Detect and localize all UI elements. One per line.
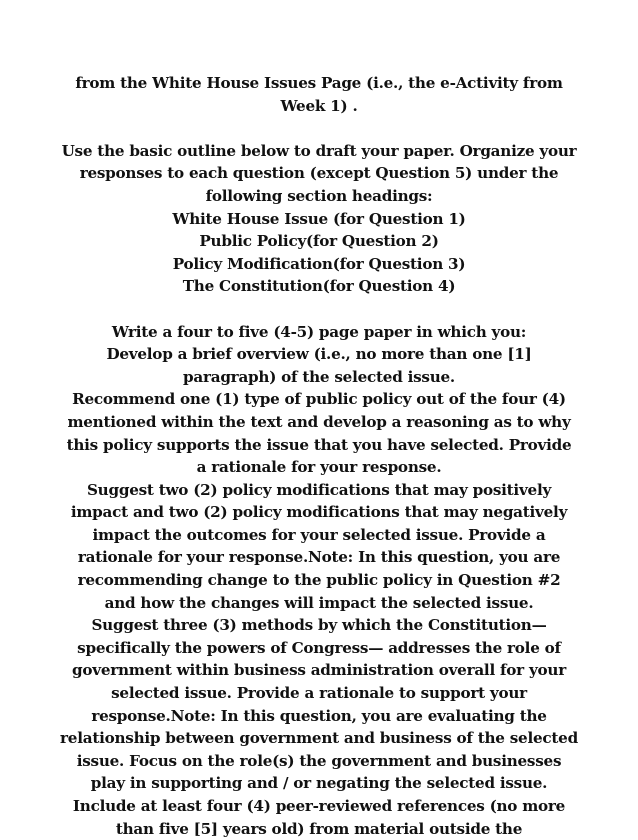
paragraph-spacer [60,117,578,140]
section-heading-policy-modification: Policy Modification(for Question 3) [172,254,466,273]
section-heading-public-policy: Public Policy(for Question 2) [199,232,439,251]
section-heading-white-house-issue: White House Issue (for Question 1) [172,209,466,228]
document-body [60,72,578,840]
assignment-item-references: Include at least four (4) peer-reviewed references (no more than five [5] years old) from material outside the [72,797,566,838]
outline-instruction: Use the basic outline below to draft your paper. Organize your responses to each question (except Question 5) under the following section headings: [61,141,577,205]
paragraph-spacer [60,298,578,321]
assignment-item-policy-modifications: Suggest two (2) policy modifications that may positively impact and two (2) policy modifications that may negatively impact the outcomes for your selected issue. Provide a rationale for your response.Note: In this question, you are recommending change to the public policy in Question #2 and how the changes will impact the selected issue. [70,480,568,612]
assignment-item-constitution: Suggest three (3) methods by which the Constitution— specifically the powers of Congress— addresses the role of government within business administration overall for your selected issue. Provide a rationale to support your response.Note: In this question, you are evaluating the relationship between government and business of the selected issue. Focus on the role(s) the government and businesses play in supporting and / or negating the selected issue. [60,616,578,793]
section-heading-constitution: The Constitution(for Question 4) [182,277,456,296]
intro-paragraph: from the White House Issues Page (i.e., the e-Activity from Week 1) . [75,74,563,115]
assignment-item-overview: Develop a brief overview (i.e., no more than one [1] paragraph) of the selected issue. [106,345,532,386]
assignment-lead: Write a four to five (4-5) page paper in which you: [111,322,527,341]
assignment-item-public-policy: Recommend one (1) type of public policy out of the four (4) mentioned within the text and develop a reasoning as to why this policy supports the issue that you have selected. Provide a rationale for your response. [66,390,572,477]
